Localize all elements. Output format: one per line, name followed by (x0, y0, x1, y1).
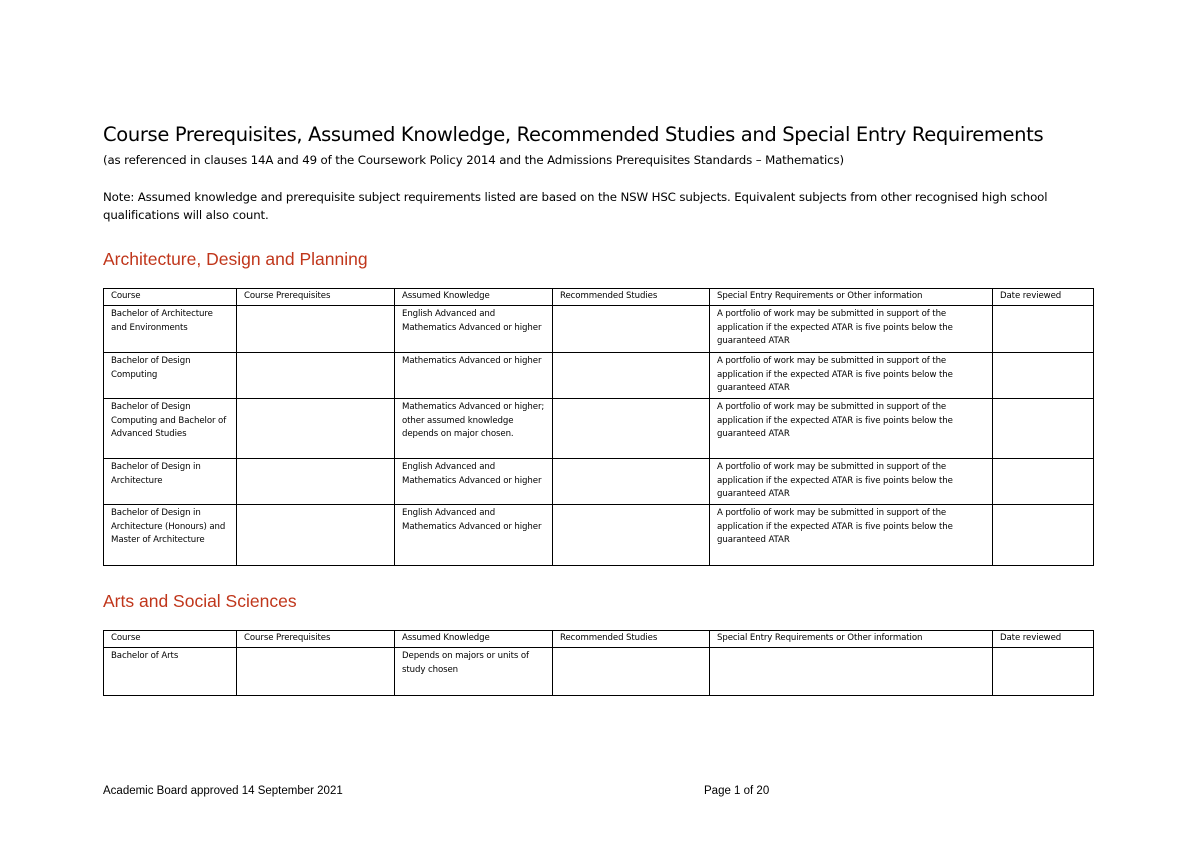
cell-date-reviewed (993, 353, 1094, 399)
cell-assumed-knowledge: English Advanced and Mathematics Advanced or higher (395, 505, 553, 566)
note-label: Note: (103, 190, 135, 204)
cell-assumed-knowledge: Mathematics Advanced or higher; other assumed knowledge depends on major chosen. (395, 399, 553, 459)
cell-special-entry: A portfolio of work may be submitted in support of the application if the expected ATAR is five points below the guaranteed ATAR (710, 306, 993, 353)
cell-course: Bachelor of Architecture and Environments (104, 306, 237, 353)
cell-assumed-knowledge: English Advanced and Mathematics Advanced or higher (395, 459, 553, 505)
cell-recommended-studies (553, 306, 710, 353)
requirements-table-architecture (103, 288, 1094, 566)
cell-special-entry (710, 648, 993, 696)
col-header-date-reviewed: Date reviewed (993, 631, 1094, 648)
col-header-assumed-knowledge: Assumed Knowledge (395, 631, 553, 648)
cell-course: Bachelor of Design in Architecture (104, 459, 237, 505)
requirements-table-arts (103, 630, 1094, 696)
cell-course: Bachelor of Design Computing and Bachelor of Advanced Studies (104, 399, 237, 459)
cell-recommended-studies (553, 399, 710, 459)
col-header-recommended-studies: Recommended Studies (553, 631, 710, 648)
cell-special-entry: A portfolio of work may be submitted in support of the application if the expected ATAR is five points below the guaranteed ATAR (710, 459, 993, 505)
table-row (104, 505, 1094, 566)
cell-course: Bachelor of Design in Architecture (Honours) and Master of Architecture (104, 505, 237, 566)
col-header-course: Course (104, 631, 237, 648)
document-title: Course Prerequisites, Assumed Knowledge, Recommended Studies and Special Entry Requirements (103, 123, 1044, 146)
cell-prerequisites (237, 399, 395, 459)
cell-date-reviewed (993, 648, 1094, 696)
col-header-recommended-studies: Recommended Studies (553, 289, 710, 306)
col-header-special-entry: Special Entry Requirements or Other information (710, 631, 993, 648)
cell-recommended-studies (553, 505, 710, 566)
cell-prerequisites (237, 353, 395, 399)
cell-special-entry: A portfolio of work may be submitted in support of the application if the expected ATAR is five points below the guaranteed ATAR (710, 353, 993, 399)
cell-prerequisites (237, 648, 395, 696)
table-header-row (104, 631, 1094, 648)
cell-special-entry: A portfolio of work may be submitted in support of the application if the expected ATAR is five points below the guaranteed ATAR (710, 399, 993, 459)
col-header-course: Course (104, 289, 237, 306)
cell-prerequisites (237, 505, 395, 566)
section-heading-architecture: Architecture, Design and Planning (103, 249, 368, 269)
col-header-special-entry: Special Entry Requirements or Other information (710, 289, 993, 306)
cell-assumed-knowledge: Depends on majors or units of study chosen (395, 648, 553, 696)
cell-course: Bachelor of Arts (104, 648, 237, 696)
col-header-date-reviewed: Date reviewed (993, 289, 1094, 306)
table-row (104, 648, 1094, 696)
cell-assumed-knowledge: English Advanced and Mathematics Advanced or higher (395, 306, 553, 353)
footer-approval: Academic Board approved 14 September 2021 (103, 785, 343, 797)
cell-prerequisites (237, 459, 395, 505)
document-note (103, 188, 1093, 224)
cell-special-entry: A portfolio of work may be submitted in support of the application if the expected ATAR is five points below the guaranteed ATAR (710, 505, 993, 566)
footer-page-number: Page 1 of 20 (704, 785, 770, 797)
cell-date-reviewed (993, 399, 1094, 459)
cell-assumed-knowledge: Mathematics Advanced or higher (395, 353, 553, 399)
table-row (104, 399, 1094, 459)
cell-date-reviewed (993, 459, 1094, 505)
note-text: Assumed knowledge and prerequisite subject requirements listed are based on the NSW HSC subjects. Equivalent subjects from other recognised high school qualifications will also count. (103, 190, 1048, 222)
cell-date-reviewed (993, 505, 1094, 566)
cell-prerequisites (237, 306, 395, 353)
col-header-assumed-knowledge: Assumed Knowledge (395, 289, 553, 306)
col-header-prerequisites: Course Prerequisites (237, 289, 395, 306)
cell-recommended-studies (553, 353, 710, 399)
cell-recommended-studies (553, 648, 710, 696)
col-header-prerequisites: Course Prerequisites (237, 631, 395, 648)
table-row (104, 353, 1094, 399)
section-heading-arts: Arts and Social Sciences (103, 591, 297, 611)
table-header-row (104, 289, 1094, 306)
cell-recommended-studies (553, 459, 710, 505)
table-row (104, 306, 1094, 353)
cell-date-reviewed (993, 306, 1094, 353)
table-row (104, 459, 1094, 505)
cell-course: Bachelor of Design Computing (104, 353, 237, 399)
document-subtitle: (as referenced in clauses 14A and 49 of the Coursework Policy 2014 and the Admissions Prerequisites Standards – Mathematics) (103, 153, 844, 167)
